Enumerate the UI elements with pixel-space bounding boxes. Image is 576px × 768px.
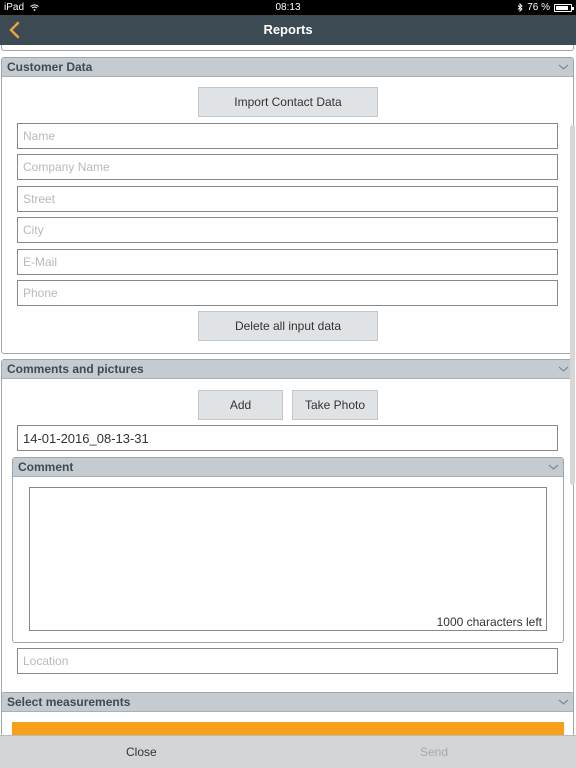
comment-header[interactable]: [13, 458, 563, 477]
phone-field[interactable]: [17, 280, 558, 306]
report-title-field[interactable]: [17, 425, 558, 451]
comment-title: Comment: [18, 460, 74, 474]
take-photo-button[interactable]: Take Photo: [292, 390, 378, 420]
customer-data-title: Customer Data: [7, 60, 93, 74]
send-button[interactable]: Send: [420, 745, 449, 759]
name-field[interactable]: [17, 123, 558, 149]
email-field[interactable]: [17, 249, 558, 275]
status-time: 08:13: [275, 2, 301, 13]
comment-textarea[interactable]: [29, 487, 547, 631]
delete-input-button[interactable]: Delete all input data: [198, 311, 378, 341]
close-button[interactable]: Close: [126, 745, 157, 759]
measurements-header[interactable]: [2, 693, 573, 712]
location-field[interactable]: [17, 648, 558, 674]
chevron-down-icon: [548, 463, 559, 471]
status-bar: [0, 0, 576, 15]
measurements-title: Select measurements: [7, 695, 131, 709]
measurement-item[interactable]: [12, 722, 564, 735]
page-title: Reports: [263, 22, 313, 37]
company-field[interactable]: [17, 154, 558, 180]
nav-bar: [0, 15, 576, 45]
comments-header[interactable]: [2, 360, 573, 379]
street-field[interactable]: [17, 186, 558, 212]
customer-data-header[interactable]: [2, 58, 573, 77]
chars-left-label: 1000 characters left: [436, 615, 542, 629]
report-form: [0, 45, 576, 735]
previous-panel: [1, 45, 574, 51]
chevron-down-icon: [558, 365, 569, 373]
city-field[interactable]: [17, 217, 558, 243]
comments-title: Comments and pictures: [7, 362, 144, 376]
scrollbar[interactable]: [570, 125, 575, 485]
device-label: iPad: [4, 2, 25, 13]
battery-percent: 76 %: [527, 2, 550, 13]
battery-icon: [554, 4, 572, 12]
add-button[interactable]: Add: [198, 390, 283, 420]
status-right: [517, 0, 572, 15]
bottom-toolbar: [0, 735, 576, 768]
chevron-down-icon: [558, 63, 569, 71]
import-contact-button[interactable]: Import Contact Data: [198, 87, 378, 117]
bluetooth-icon: [517, 3, 523, 12]
chevron-down-icon: [558, 698, 569, 706]
